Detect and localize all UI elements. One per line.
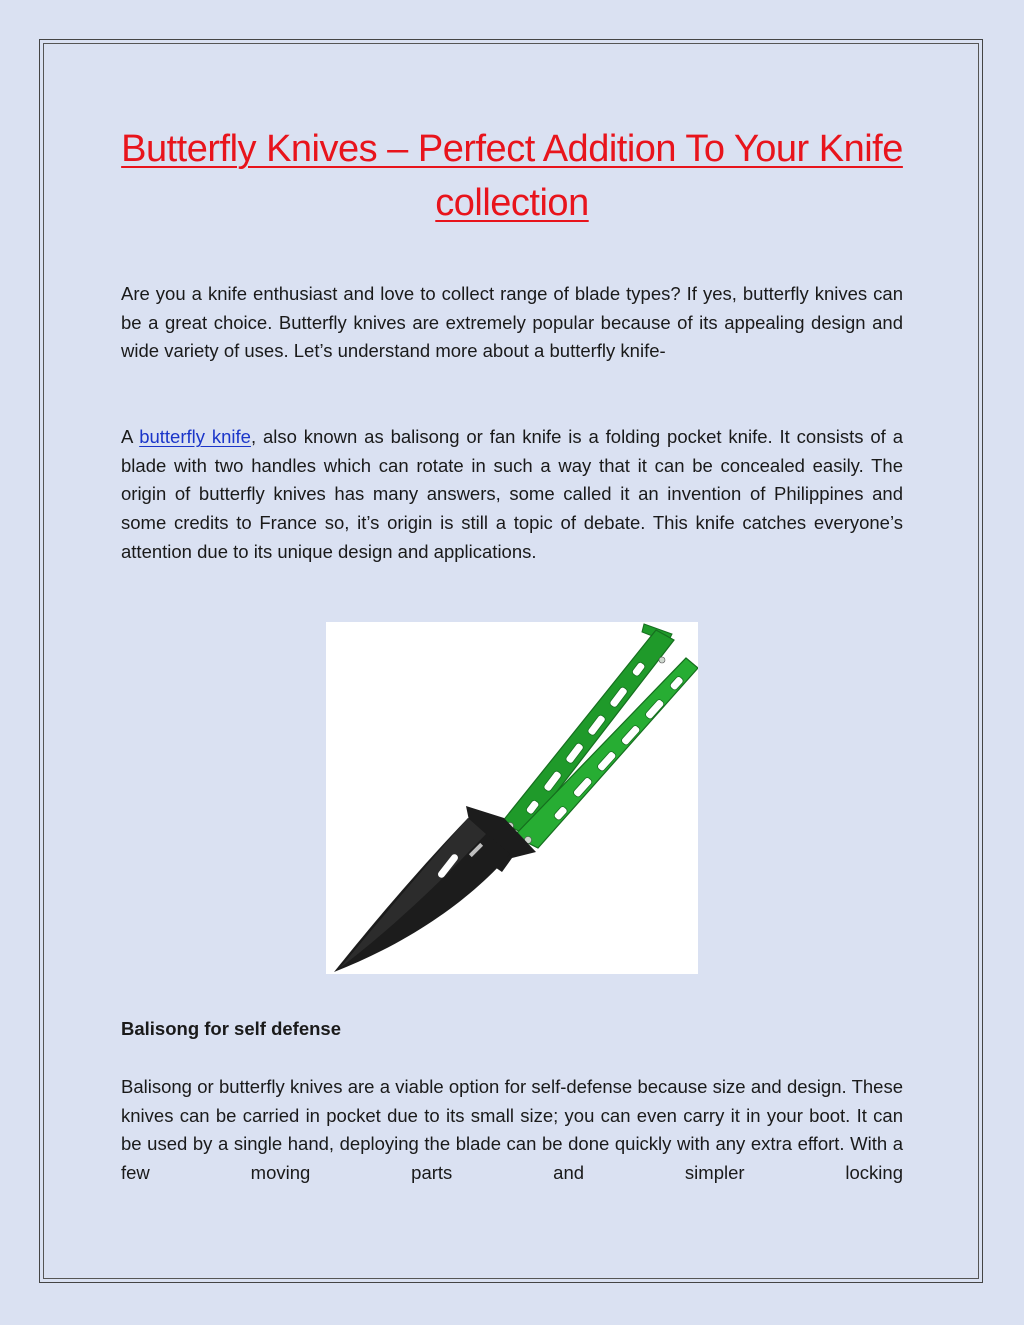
page-title: Butterfly Knives – Perfect Addition To Your Knife collection (121, 128, 903, 224)
section-paragraph: Balisong or butterfly knives are a viable option for self-defense because size and design. These knives can be carried in pocket due to its small size; you can even carry it in your boot. It can be used by a single hand, deploying the blade can be done quickly with any extra effort. With a few moving parts and simpler locking (121, 1076, 903, 1184)
definition-prefix: A (121, 426, 140, 447)
section-heading: Balisong for self defense (121, 1018, 341, 1039)
definition-paragraph (121, 423, 903, 567)
butterfly-knife-link[interactable]: butterfly knife (139, 426, 251, 447)
intro-paragraph: Are you a knife enthusiast and love to collect range of blade types? If yes, butterfly knives can be a great choice. Butterfly knives are extremely popular because of its appealing design and wide variety of uses. Let’s understand more about a butterfly knife- (121, 283, 903, 362)
blade (334, 818, 510, 972)
definition-suffix: , also known as balisong or fan knife is a folding pocket knife. It consists of a blade with two handles which can rotate in such a way that it can be concealed easily. The origin of butterfly knives has many answers, some called it an invention of Philippines and some credits to France so, it’s origin is still a topic of debate. This knife catches everyone’s attention due to its unique design and applications. (121, 426, 903, 562)
butterfly-knife-image (326, 622, 698, 974)
